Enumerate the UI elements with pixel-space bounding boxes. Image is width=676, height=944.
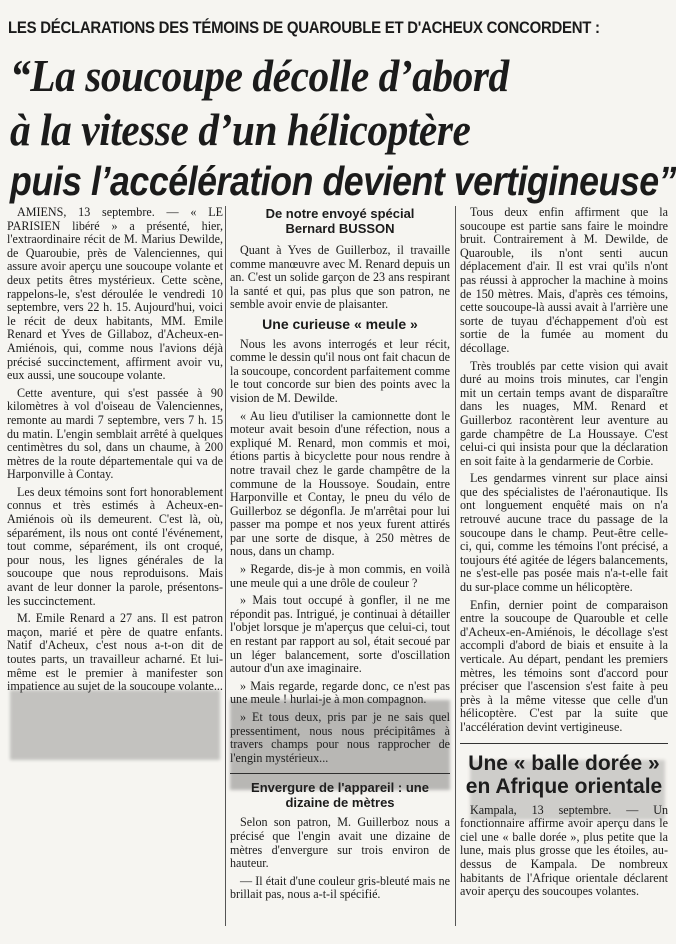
- headline-line-1: “La soucoupe décolle d’abord: [10, 51, 509, 101]
- paragraph: Les deux témoins sont fort honorablement connus et très estimés à Acheux-en-Amiénois où ils demeurent. C'est là, où, séparément, ils nous ont conté l'événement, tout comme, séparément, ils ont croqué, pour nous, les lignes générales de la soucoupe que nous reproduisons. Mais avant de leur donner la parole, présentons-les succinctement.: [7, 484, 223, 608]
- ink-smudge: [470, 760, 665, 820]
- column-2: [230, 206, 450, 906]
- paragraph: Enfin, dernier point de comparaison entre la soucoupe de Quarouble et celle d'Acheux-en-Amiénois, le décollage s'est accompli d'abord de biais et ensuite à la verticale. Au départ, pendant les premiers mètres, les témoins sont d'accord pour préciser que l'ascension s'est faite à peu près à la même vitesse que celle d'un hélicoptère. C'est par la suite que l'accélération devint vertigineuse.: [460, 597, 668, 734]
- headline-line-3: puis l’accélération devient vertigineuse”: [10, 158, 676, 204]
- paragraph: — Il était d'une couleur gris-bleuté mais ne brillait pas, nous a-t-il spécifié.: [230, 873, 450, 902]
- box-subheading: dizaine de mètres: [285, 795, 395, 811]
- paragraph: » Mais tout occupé à gonfler, il ne me répondit pas. Intrigué, je continuai à détailler l'objet lorsque je m'aperçus que celui-ci, tout en restant par rapport au sol, était secoué par un léger balancement, sorte d'oscillation autour d'un axe imaginaire.: [230, 593, 450, 676]
- headline-line-2: à la vitesse d’un hélicoptère: [10, 105, 471, 155]
- divider: [460, 743, 668, 744]
- ink-smudge: [230, 700, 450, 790]
- subheading: Une curieuse « meule »: [262, 315, 418, 332]
- box-title: Une « balle dorée » en Afrique orientale: [465, 751, 663, 798]
- paragraph: AMIENS, 13 septembre. — « LE PARISIEN libéré » a présenté, hier, l'extraordinaire récit de M. Marius Dewilde, de Quaroubie, près de Valenciennes, qui assure avoir aperçu une soucoupe volante et deux petits êtres mystérieux. Cette scène, rappelons-le, s'est déroulée le vendredi 10 septembre, vers 22 h. 15. Aujourd'hui, voici le récit de deux habitants, MM. Emile Renard et Yves de Gillaboz, d'Acheux-en-Amiénois, qui, comme nous l'avions déjà précisé succinctement, affirment avoir vu, eux aussi, une soucoupe volante.: [7, 205, 223, 383]
- byline: De notre envoyé spécial Bernard BUSSON: [265, 206, 415, 236]
- ink-smudge: [10, 690, 220, 760]
- paragraph: Kampala, 13 septembre. — Un fonctionnaire affirme avoir aperçu dans le ciel une « balle dorée », plus petite que la lune, mais plus grosse que les étoiles, au-dessus de Kampala. De nombreux habitants de l'Afrique orientale déclarent avoir aperçu des soucoupes volantes.: [460, 802, 668, 899]
- paragraph: Tous deux enfin affirment que la soucoupe est partie sans faire le moindre bruit. Contrairement à M. Dewilde, de Quarouble, ils n'ont senti aucun déplacement d'air. Il est vrai qu'ils n'ont pas réussi à approcher la machine à moins de 150 mètres. Mais, d'après ces témoins, cette soucoupe-là aussi avait à l'arrière une sorte de tuyau d'échappement d'où est sortie de la fumée au moment du décollage.: [460, 205, 668, 355]
- kicker-headline: LES DÉCLARATIONS DES TÉMOINS DE QUAROUBLE ET D'ACHEUX CONCORDENT :: [8, 18, 600, 37]
- paragraph: » Mais regarde, regarde donc, ce n'est pas: [240, 678, 450, 693]
- paragraph: Cette aventure, qui s'est passée à 90 kilomètres à vol d'oiseau de Valenciennes, remonte au mardi 7 septembre, vers 7 h. 15 du matin. L'engin semblait arrêté à quelques centimètres du sol, dans un chaume, à 200 mètres de la route départementale qui va de Harponville à Contay.: [7, 385, 223, 482]
- paragraph: Les gendarmes vinrent sur place ainsi que des spécialistes de l'aéronautique. Ils ont longuement enquêté mais on n'a retrouvé aucune trace du passage de la soucoupe dans le champ. Peut-être celle-ci, qui, comme les témoins l'ont précisé, a toujours été agitée de légers balancements, ne s'est-elle pas posée mais n'a-t-elle fait du sur-place comme un hélicoptère.: [460, 471, 668, 595]
- paragraph: « Au lieu d'utiliser la camionnette dont le moteur avait besoin d'une réfection, nous a expliqué M. Renard, mon commis et moi, étions partis à bicyclette pour nous rendre à notre travail chez le garde champêtre de la commune de la Houssoye. Soudain, entre Harponville et Contay, le pneu du vélo de Guillerboz se dégonfla. Je m'arrêtai pour lui passer ma pompe et nos yeux furent attirés par une sorte de disque, à 250 mètres de nous, dans un champ.: [230, 408, 450, 559]
- paragraph: M. Emile Renard a 27 ans. Il est patron maçon, marié et père de quatre enfants. Natif d'Acheux, c'est nous a-t-on dit de toutes parts, un travailleur acharné. Et lui-même est le premier à manifester son impatience au sujet de la soucoupe volante...: [7, 611, 223, 694]
- paragraph: Selon son patron, M. Guillerboz nous a précisé que l'engin avait une dizaine de mètres d'envergure sur trois environ de hauteur.: [230, 815, 450, 871]
- paragraph: Quant à Yves de Guillerboz, il travaille comme manœuvre avec M. Renard depuis un an. C'est un solide garçon de 23 ans respirant la santé et qui, pas plus que son patron, ne semble avoir envie de plaisanter.: [230, 243, 450, 312]
- column-1: [7, 206, 223, 698]
- column-rule: [225, 206, 226, 926]
- paragraph: Très troublés par cette vision qui avait duré au moins trois minutes, car l'engin mit un certain temps avant de disparaître dans les nuages, MM. Renard et Guillerboz racontèrent leur aventure au garde champêtre de La Houssaye. C'est celui-ci qui insista pour que la déclaration en soit faite à la gendarmerie de Corbie.: [460, 358, 668, 468]
- paragraph: Nous les avons interrogés et leur récit, comme le dessin qu'il nous ont fait chacun de la soucoupe, concordent parfaitement comme le tout concorde sur bien des points avec la vision de M. Dewilde.: [230, 336, 450, 405]
- paragraph: » Regarde, dis-je à mon commis, en voilà une meule qui a une drôle de couleur ?: [230, 562, 450, 590]
- column-rule: [455, 206, 456, 926]
